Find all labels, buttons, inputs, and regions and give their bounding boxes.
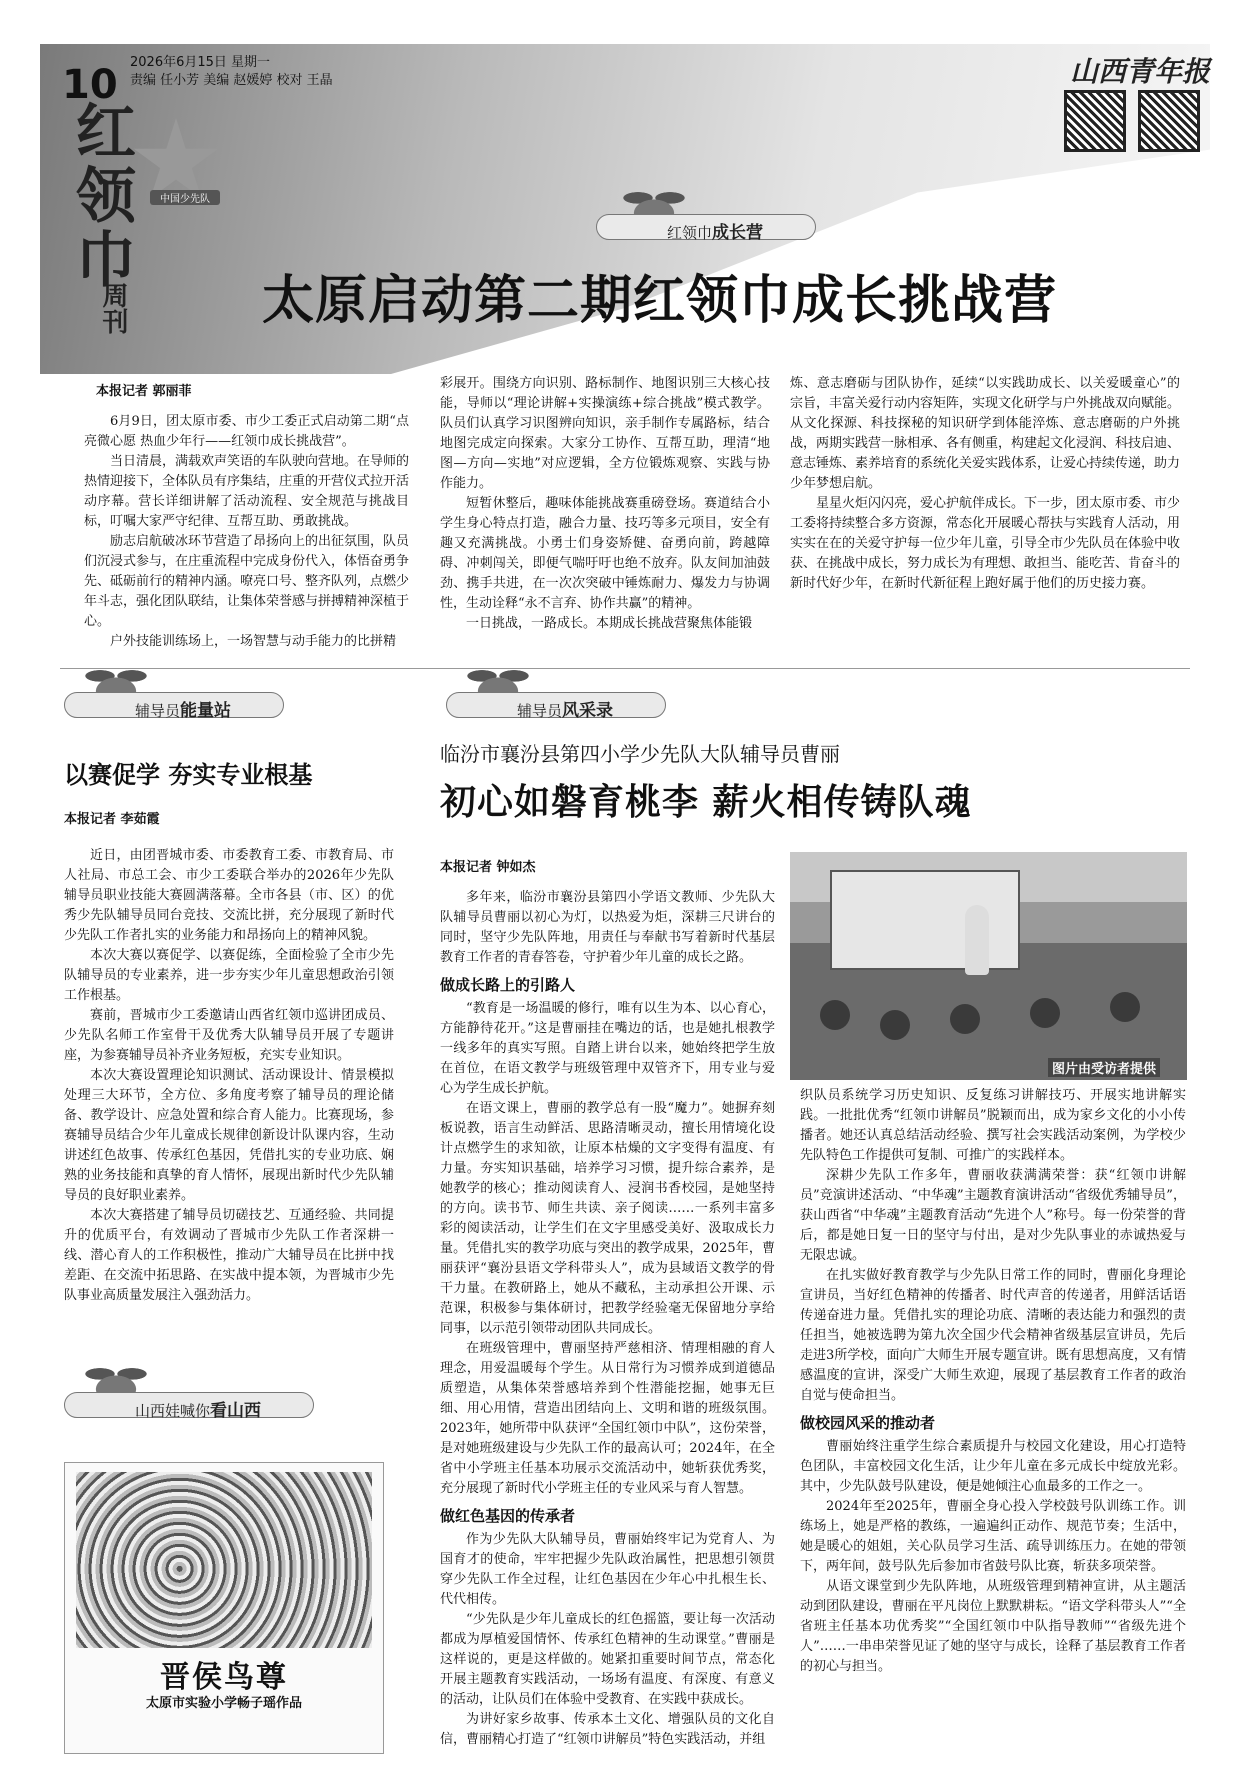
- paragraph: 在扎实做好教育教学与少先队日常工作的同时，曹丽化身理论宣讲员，当好红色精神的传播者、时代声音的传递者，用鲜活话语传递奋进力量。凭借扎实的理论功底、清晰的表达能力和强烈的责任担当，她被选聘为第九次全国少代会精神省级基层宣讲员，先后走进3所学校，面向广大师生开展专题宣讲。既有思想高度，又有情感温度的宣讲，深受广大师生欢迎，展现了基层教育工作者的政治自觉与使命担当。: [800, 1268, 1186, 1403]
- paragraph: 织队员系统学习历史知识、反复练习讲解技巧、开展实地讲解实践。一批批优秀“红领巾讲解员”脱颖而出，成为家乡文化的小小传播者。她还认真总结活动经验、撰写社会实践活动案例，为学校少先队特色工作提供可复制、可推广的实践样本。: [800, 1088, 1186, 1163]
- column-prefix: 辅导员: [135, 702, 181, 720]
- column-prefix: 红领巾: [667, 224, 713, 242]
- left-body: [64, 846, 394, 1306]
- paragraph: “教育是一场温暖的修行，唯有以生为本、以心育心，方能静待花开。”这是曹丽挂在嘴边的话，也是她扎根教学一线多年的真实写照。自踏上讲台以来，她始终把学生放在首位，在语文教学与班级管理中双管齐下，用专业与爱心为学生成长护航。: [440, 1001, 775, 1096]
- paragraph: 作为少先队大队辅导员，曹丽始终牢记为党育人、为国育才的使命，牢牢把握少先队政治属性，把思想引领贯穿少先队工作全过程，让红色基因在少年心中扎根生长、代代相传。: [440, 1532, 775, 1607]
- sprout-icon: [76, 1362, 156, 1396]
- feature-column-2: [800, 1086, 1186, 1677]
- column-prefix: 山西娃喊你: [135, 1402, 211, 1420]
- date-text: 2026年6月15日 星期一: [130, 55, 271, 70]
- lead-byline: 本报记者 郭丽菲: [96, 384, 192, 399]
- editors-text: 责编 任小芳 美编 赵媛婷 校对 王晶: [130, 73, 333, 88]
- column-tag-see-shanxi: [64, 1392, 314, 1421]
- column-name: 能量站: [180, 701, 232, 721]
- column-tag-growth-camp: [596, 214, 816, 243]
- badge-label: 中国少先队: [150, 190, 220, 205]
- left-byline: 本报记者 李茹霞: [64, 812, 160, 827]
- lead-column-3: [790, 374, 1180, 594]
- photo-caption: 图片由受访者提供: [1048, 1058, 1160, 1077]
- paragraph: 近日，由团晋城市委、市委教育工委、市教育局、市人社局、市总工会、市少工委联合举办的2026年少先队辅导员职业技能大赛圆满落幕。全市各县（市、区）的优秀少先队辅导员同台竞技、交流比拼，充分展现了新时代少先队工作者扎实的业务能力和昂扬向上的精神风貌。: [64, 848, 394, 943]
- paragraph: 本次大赛设置理论知识测试、活动课设计、情景模拟处理三大环节，全方位、多角度考察了辅导员的理论储备、教学设计、应急处置和综合育人能力。比赛现场，参赛辅导员结合少年儿童成长规律创新设计队课内容，生动讲述红色故事、传承红色基因，凭借扎实的专业功底、娴熟的业务技能和真挚的育人情怀，展现出新时代少先队辅导员的良好职业素养。: [64, 1068, 394, 1203]
- column-name: 看山西: [210, 1401, 262, 1421]
- masthead-logo: 山西青年报: [1070, 55, 1211, 88]
- page-number: 10: [62, 62, 118, 108]
- bird-zun-drawing: [76, 1472, 372, 1648]
- photo-student: [1030, 998, 1060, 1028]
- feature-column-1: [440, 888, 775, 1750]
- column-name: 成长营: [712, 223, 764, 243]
- paragraph: 彩展开。围绕方向识别、路标制作、地图识别三大核心技能，导师以“理论讲解+实操演练+综合挑战”模式教学。队员们认真学习识图辨向知识，亲手制作专属路标，结合地图完成定向探索。大家分工协作、互帮互助，理清“地图—方向—实地”对应逻辑，全方位锻炼观察、实践与协作能力。: [440, 376, 770, 491]
- paragraph: 从语文课堂到少先队阵地，从班级管理到精神宣讲，从主题活动到团队建设，曹丽在平凡岗位上默默耕耘。“语文学科带头人”“全省班主任基本功优秀奖”“全国红领巾中队指导教师”“省级先进个人”……一串串荣誉见证了她的坚守与成长，诠释了基层教育工作者的初心与担当。: [800, 1579, 1186, 1674]
- paragraph: 短暂休整后，趣味体能挑战赛重磅登场。赛道结合小学生身心特点打造，融合力量、技巧等多元项目，安全有趣又充满挑战。小勇士们身姿矫健、奋勇向前，跨越障碍、冲刺闯关，即便气喘吁吁也绝不放弃。队友间加油鼓劲、携手共进，在一次次突破中锤炼耐力、爆发力与协调性，生动诠释“永不言弃、协作共赢”的精神。: [440, 496, 770, 611]
- paragraph: 励志启航破冰环节营造了昂扬向上的出征氛围，队员们沉浸式参与，在庄重流程中完成身份代入，体悟奋勇争先、砥砺前行的精神内涵。嘹亮口号、整齐队列，点燃少年斗志，强化团队联结，让集体荣誉感与拼搏精神深植于心。: [84, 534, 410, 629]
- left-headline: 以赛促学 夯实专业根基: [64, 760, 313, 789]
- lead-headline: 太原启动第二期红领巾成长挑战营: [262, 270, 1058, 331]
- feature-kicker: 临汾市襄汾县第四小学少先队大队辅导员曹丽: [440, 742, 840, 766]
- qr-code-icon: [1138, 90, 1200, 152]
- photo-teacher: [965, 905, 989, 975]
- paragraph: 一日挑战，一路成长。本期成长挑战营聚焦体能锻: [466, 616, 753, 631]
- section-subtitle: 周刊: [98, 282, 128, 334]
- column-tag-energy-station: [64, 692, 284, 721]
- photo-blackboard: [830, 870, 1020, 970]
- feature-headline: 初心如磐育桃李 薪火相传铸队魂: [440, 781, 972, 823]
- paragraph: 6月9日，团太原市委、市少工委正式启动第二期“点亮微心愿 热血少年行——红领巾成长挑战营”。: [84, 414, 409, 449]
- paragraph: 在语文课上，曹丽的教学总有一股“魔力”。她摒弃刻板说教，语言生动鲜活、思路清晰灵动，擅长用情境化设计点燃学生的求知欲，让原本枯燥的文字变得有温度、有力量。夯实知识基础，培养学习习惯，提升综合素养，是她教学的核心；推动阅读育人、浸润书香校园，是她坚持的方向。读书节、师生共读、亲子阅读……一系列丰富多彩的阅读活动，让学生们在文字里感受美好、汲取成长力量。凭借扎实的教学功底与突出的教学成果，2025年，曹丽获评“襄汾县语文学科带头人”，成为县域语文教学的骨干力量。在教研路上，她从不藏私，主动承担公开课、示范课，积极参与集体研讨，把教学经验毫无保留地分享给同事，以示范引领带动团队共同成长。: [440, 1101, 775, 1336]
- photo-student: [880, 1010, 910, 1040]
- paragraph: 星星火炬闪闪亮，爱心护航伴成长。下一步，团太原市委、市少工委将持续整合多方资源，常态化开展暖心帮扶与实践育人活动，用实实在在的关爱守护每一位少年儿童，引导全市少先队员在体验中收获、在挑战中成长，努力成长为有理想、敢担当、能吃苦、肯奋斗的新时代好少年，在新时代新征程上跑好属于他们的历史接力赛。: [790, 496, 1181, 591]
- photo-student: [820, 1000, 850, 1030]
- photo-student: [1110, 992, 1140, 1022]
- paragraph: 本次大赛以赛促学、以赛促练，全面检验了全市少先队辅导员的专业素养，进一步夯实少年儿童思想政治引领工作根基。: [64, 948, 394, 1003]
- lead-column-2: [440, 374, 770, 634]
- section-title: 红领巾: [66, 100, 136, 292]
- paragraph: 2024年至2025年，曹丽全身心投入学校鼓号队训练工作。训练场上，她是严格的教练，一遍遍纠正动作、规范节奏；生活中，她是暖心的姐姐，关心队员学习生活、疏导训练压力。在她的带领下，两年间，鼓号队先后参加市省鼓号队比赛，斩获多项荣誉。: [800, 1499, 1186, 1574]
- column-name: 风采录: [562, 701, 614, 721]
- paragraph: 为讲好家乡故事、传承本土文化、增强队员的文化自信，曹丽精心打造了“红领巾讲解员”特色实践活动，并组: [440, 1712, 775, 1747]
- photo-student: [950, 1004, 980, 1034]
- paragraph: 本次大赛搭建了辅导员切磋技艺、互通经验、共同提升的优质平台，有效调动了晋城市少先队工作者深耕一线、潜心育人的工作积极性，推动广大辅导员在比拼中找差距、在交流中拓思路、在实战中提本领，为晋城市少先队事业高质量发展注入强劲活力。: [64, 1208, 394, 1303]
- artwork-title: 晋侯鸟尊: [160, 1660, 288, 1695]
- paragraph: 赛前，晋城市少工委邀请山西省红领巾巡讲团成员、少先队名师工作室骨干及优秀大队辅导员开展了专题讲座，为参赛辅导员补齐业务短板，充实专业知识。: [64, 1008, 394, 1063]
- section-heading: 做红色基因的传承者: [440, 1507, 576, 1525]
- paragraph: 在班级管理中，曹丽坚持严慈相济、情理相融的育人理念，用爱温暖每个学生。从日常行为习惯养成到道德品质塑造，从集体荣誉感培养到个性潜能挖掘，她事无巨细、用心用情，营造出团结向上、文明和谐的班级氛围。2023年，她所带中队获评“全国红领巾中队”，这份荣誉，是对她班级建设与少先队工作的最高认可；2024年，在全省中小学班主任基本功展示交流活动中，她斩获优秀奖，充分展现了新时代小学班主任的专业风采与育人智慧。: [440, 1341, 775, 1496]
- feature-byline: 本报记者 钟如杰: [440, 860, 536, 875]
- column-tag-style-record: [446, 692, 666, 721]
- section-heading: 做成长路上的引路人: [440, 976, 576, 994]
- divider: [60, 668, 1190, 669]
- lead-column-1: [84, 412, 409, 652]
- paragraph: 炼、意志磨砺与团队协作，延续“以实践助成长、以关爱暖童心”的宗旨，丰富关爱行动内容矩阵，实现文化研学与户外挑战双向赋能。从文化探源、科技探秘的知识研学到体能淬炼、意志磨砺的户外挑战，两期实践营一脉相承、各有侧重，构建起文化浸润、科技启迪、意志锤炼、素养培育的系统化关爱实践体系，让爱心持续传递，助力少年梦想启航。: [790, 376, 1181, 491]
- dateline: [130, 54, 333, 90]
- artwork-credit: 太原市实验小学畅子瑶作品: [145, 1696, 302, 1711]
- paragraph: 户外技能训练场上，一场智慧与动手能力的比拼精: [110, 634, 397, 649]
- paragraph: 多年来，临汾市襄汾县第四小学语文教师、少先队大队辅导员曹丽以初心为灯，以热爱为炬，深耕三尺讲台的同时，坚守少先队阵地，用责任与奉献书写着新时代基层教育工作者的青春答卷，守护着少年儿童的成长之路。: [440, 890, 775, 965]
- paragraph: 深耕少先队工作多年，曹丽收获满满荣誉：获“红领巾讲解员”竞演讲述活动、“中华魂”主题教育演讲活动“省级优秀辅导员”，获山西省“中华魂”主题教育活动“先进个人”称号。每一份荣誉的背后，都是她日复一日的坚守与付出，是对少先队事业的赤诚热爱与无限忠诚。: [800, 1168, 1186, 1263]
- paragraph: “少先队是少年儿童成长的红色摇篮，要让每一次活动都成为厚植爱国情怀、传承红色精神的生动课堂。”曹丽是这样说的，更是这样做的。她紧扣重要时间节点，常态化开展主题教育实践活动，一场场有温度、有深度、有意义的活动，让队员们在体验中受教育、在实践中获成长。: [440, 1612, 775, 1707]
- paragraph: 曹丽始终注重学生综合素质提升与校园文化建设，用心打造特色团队，丰富校园文化生活，让少年儿童在多元成长中绽放光彩。其中，少先队鼓号队建设，便是她倾注心血最多的工作之一。: [800, 1439, 1186, 1494]
- qr-code-icon: [1064, 90, 1126, 152]
- column-prefix: 辅导员: [517, 702, 563, 720]
- section-heading: 做校园风采的推动者: [800, 1414, 936, 1432]
- paragraph: 当日清晨，满载欢声笑语的车队驶向营地。在导师的热情迎接下，全体队员有序集结，庄重的开营仪式拉开活动序幕。营长详细讲解了活动流程、安全规范与挑战目标，叮嘱大家严守纪律、互帮互助、勇敢挑战。: [84, 454, 410, 529]
